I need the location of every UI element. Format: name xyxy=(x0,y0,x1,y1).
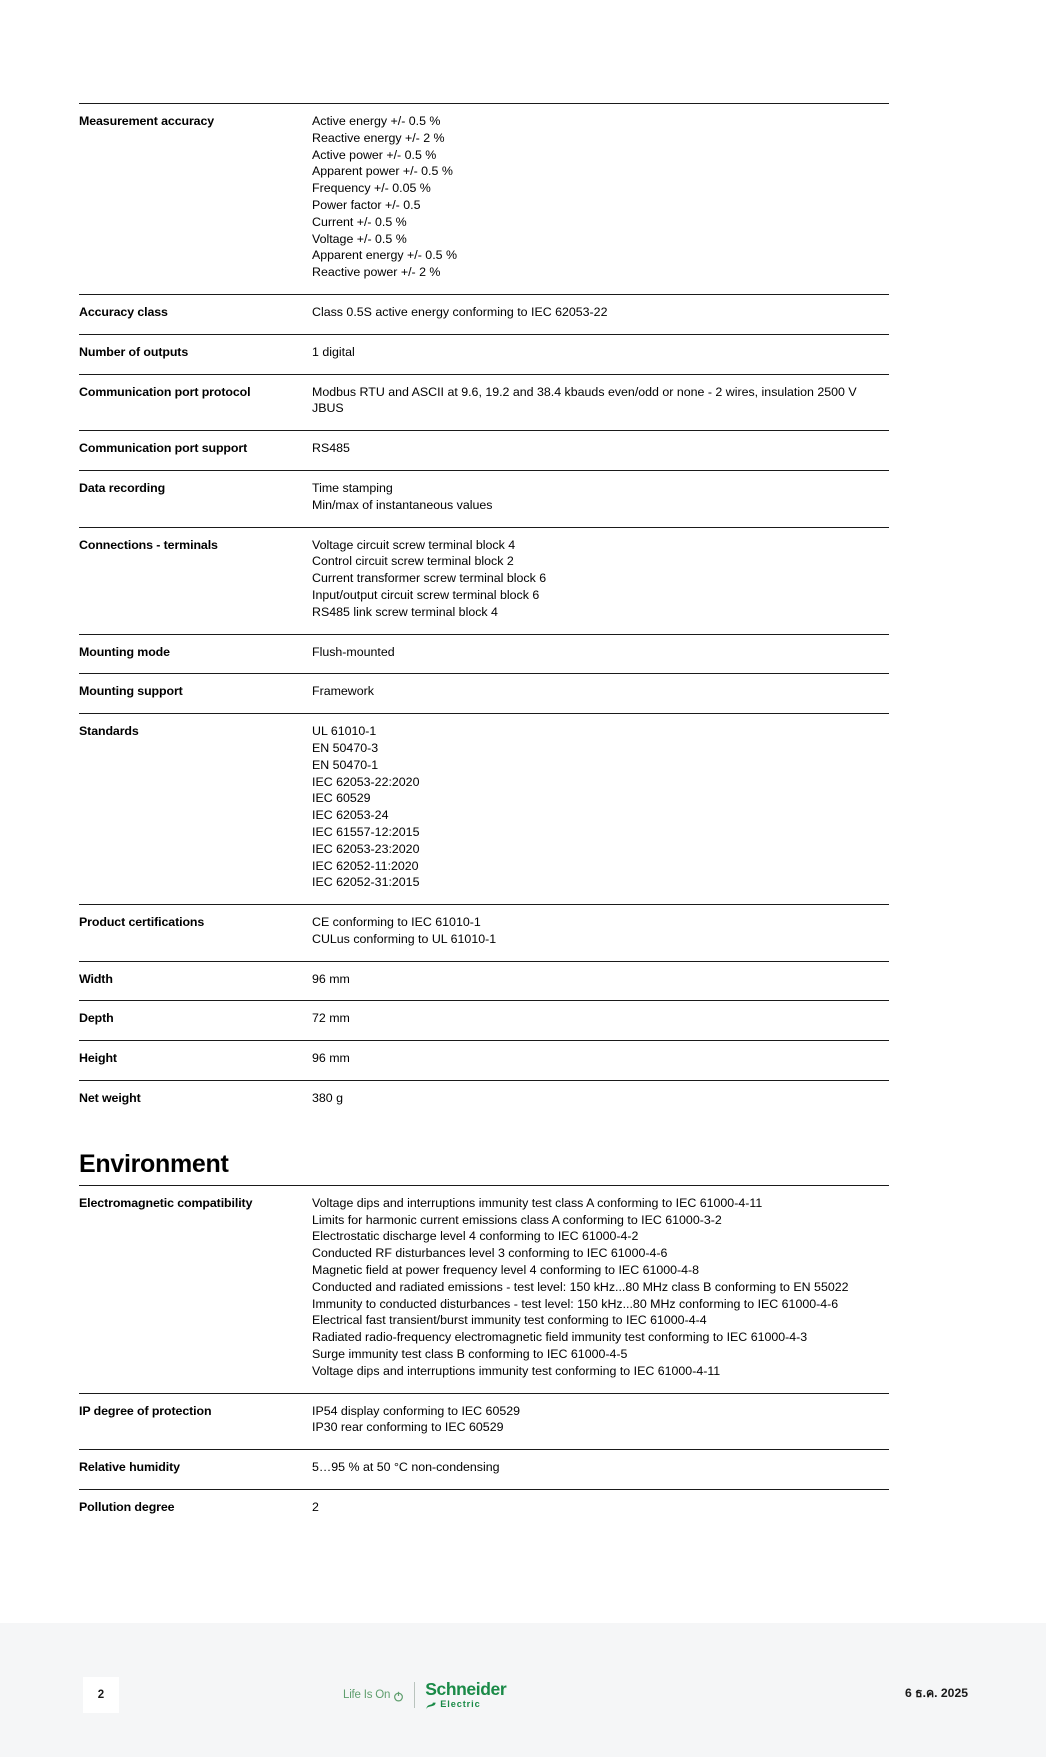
spec-value: Voltage dips and interruptions immunity test class A conforming to IEC 61000-4-11 xyxy=(312,1195,763,1210)
brand-divider xyxy=(414,1682,415,1708)
life-is-on-tagline xyxy=(343,1689,404,1701)
spec-row xyxy=(79,1185,889,1393)
spec-value-cell xyxy=(312,1001,889,1041)
spec-value: Voltage circuit screw terminal block 4 xyxy=(312,537,516,552)
spec-value: RS485 link screw terminal block 4 xyxy=(312,604,498,619)
spec-label-cell xyxy=(79,527,312,634)
spec-value: IEC 62053-23:2020 xyxy=(312,841,420,856)
spec-value: IEC 61557-12:2015 xyxy=(312,824,420,839)
spec-value: Apparent energy +/- 0.5 % xyxy=(312,248,457,263)
spec-label-cell xyxy=(79,1490,312,1529)
spec-value: Active energy +/- 0.5 % xyxy=(312,114,441,128)
spec-value: Reactive energy +/- 2 % xyxy=(312,130,445,145)
spec-label: Relative humidity xyxy=(79,1460,180,1475)
spec-value: 2 xyxy=(312,1500,319,1515)
spec-value-cell xyxy=(312,1393,889,1450)
spec-value: Conducted RF disturbances level 3 conforming to IEC 61000-4-6 xyxy=(312,1246,668,1261)
spec-value: EN 50470-1 xyxy=(312,757,379,772)
page-left-margin xyxy=(0,0,5,1623)
spec-value-cell xyxy=(312,431,889,471)
spec-value: Control circuit screw terminal block 2 xyxy=(312,554,514,569)
spec-label-cell xyxy=(79,961,312,1001)
spec-value: Class 0.5S active energy conforming to IEC 62053-22 xyxy=(312,304,608,319)
spec-value-cell xyxy=(312,674,889,714)
spec-label-cell xyxy=(79,104,312,295)
spec-value: IEC 62052-11:2020 xyxy=(312,858,419,873)
spec-row xyxy=(79,104,889,295)
spec-value-cell xyxy=(312,294,889,334)
spec-value-cell xyxy=(312,374,889,431)
spec-label-cell xyxy=(79,1393,312,1450)
life-is-on-text: Life Is On xyxy=(343,1689,391,1701)
section-heading: Environment xyxy=(79,1149,229,1178)
spec-value: Conducted and radiated emissions - test level: 150 kHz...80 MHz class B conforming to EN 55022 xyxy=(312,1279,849,1294)
schneider-electric-brand xyxy=(343,1679,506,1711)
spec-value: Surge immunity test class B conforming to IEC 61000-4-5 xyxy=(312,1347,628,1362)
spec-label-cell xyxy=(79,1081,312,1120)
spec-label: Net weight xyxy=(79,1091,141,1106)
spec-row xyxy=(79,374,889,431)
spec-label-cell xyxy=(79,470,312,527)
spec-label: Connections - terminals xyxy=(79,537,218,552)
spec-label: Width xyxy=(79,971,113,986)
spec-value: Current +/- 0.5 % xyxy=(312,214,407,229)
spec-value: Current transformer screw terminal block 6 xyxy=(312,571,547,586)
spec-value: CULus conforming to UL 61010-1 xyxy=(312,931,497,946)
spec-row xyxy=(79,334,889,374)
spec-value: IEC 60529 xyxy=(312,791,371,806)
spec-value: Immunity to conducted disturbances - test level: 150 kHz...80 MHz conforming to IEC 61000-4-6 xyxy=(312,1296,839,1311)
sections-container xyxy=(79,103,889,1529)
schneider-logo xyxy=(425,1678,507,1710)
spec-label-cell xyxy=(79,1041,312,1081)
spec-value: JBUS xyxy=(312,401,344,416)
spec-value: Apparent power +/- 0.5 % xyxy=(312,164,453,179)
spec-value: Voltage +/- 0.5 % xyxy=(312,231,407,246)
spec-label: Data recording xyxy=(79,480,166,495)
spec-row xyxy=(79,294,889,334)
spec-label: Pollution degree xyxy=(79,1500,175,1515)
spec-value-cell xyxy=(312,961,889,1001)
spec-label: Product certifications xyxy=(79,915,205,930)
spec-value: Active power +/- 0.5 % xyxy=(312,147,437,162)
spec-value: CE conforming to IEC 61010-1 xyxy=(312,915,481,930)
page-number-box xyxy=(83,1677,119,1713)
spec-label: Measurement accuracy xyxy=(79,114,215,128)
spec-label: Standards xyxy=(79,724,139,739)
spec-value-cell xyxy=(312,527,889,634)
spec-row xyxy=(79,470,889,527)
spec-row xyxy=(79,961,889,1001)
spec-row xyxy=(79,527,889,634)
spec-value-cell xyxy=(312,905,889,962)
spec-label: Electromagnetic compatibility xyxy=(79,1195,253,1210)
spec-value-cell xyxy=(312,1450,889,1490)
spec-value: Magnetic field at power frequency level 4 conforming to IEC 61000-4-8 xyxy=(312,1263,700,1278)
spec-value-cell xyxy=(312,1041,889,1081)
spec-value-cell xyxy=(312,104,889,295)
spec-label-cell xyxy=(79,334,312,374)
spec-value: Framework xyxy=(312,684,374,699)
spec-value: UL 61010-1 xyxy=(312,724,377,739)
spec-row xyxy=(79,1081,889,1120)
spec-value: Frequency +/- 0.05 % xyxy=(312,181,431,196)
spec-label-cell xyxy=(79,1001,312,1041)
spec-label: Depth xyxy=(79,1011,114,1026)
page-content xyxy=(79,0,889,1529)
spec-value: IP30 rear conforming to IEC 60529 xyxy=(312,1420,504,1435)
spec-row xyxy=(79,905,889,962)
spec-value: Electrical fast transient/burst immunity test conforming to IEC 61000-4-4 xyxy=(312,1313,707,1328)
spec-value: IP54 display conforming to IEC 60529 xyxy=(312,1403,521,1418)
spec-value: Input/output circuit screw terminal block 6 xyxy=(312,587,540,602)
spec-value-cell xyxy=(312,714,889,905)
spec-row xyxy=(79,1001,889,1041)
spec-row xyxy=(79,1490,889,1529)
spec-value-cell xyxy=(312,470,889,527)
schneider-swirl-icon xyxy=(425,1699,437,1709)
spec-label: Number of outputs xyxy=(79,344,189,359)
power-symbol-icon xyxy=(393,1691,404,1702)
spec-row xyxy=(79,634,889,674)
schneider-wordmark: Schneider xyxy=(425,1678,507,1699)
schneider-electric-text: Electric xyxy=(440,1698,481,1709)
spec-value: Power factor +/- 0.5 xyxy=(312,197,421,212)
footer-date: 6 ธ.ค. 2025 xyxy=(904,1686,968,1700)
section-characteristics-continued xyxy=(79,103,889,1120)
spec-value: Modbus RTU and ASCII at 9.6, 19.2 and 38.4 kbauds even/odd or none - 2 wires, insulation 2500 V xyxy=(312,384,857,399)
spec-value: 1 digital xyxy=(312,344,355,359)
spec-value: Limits for harmonic current emissions class A conforming to IEC 61000-3-2 xyxy=(312,1212,722,1227)
spec-value: Time stamping xyxy=(312,480,393,495)
spec-value: Radiated radio-frequency electromagnetic field immunity test conforming to IEC 61000-4-3 xyxy=(312,1330,808,1345)
spec-label: Communication port protocol xyxy=(79,384,251,399)
spec-table xyxy=(79,1185,889,1529)
spec-label: Mounting support xyxy=(79,684,183,699)
spec-label: IP degree of protection xyxy=(79,1403,212,1418)
spec-value: RS485 xyxy=(312,441,350,456)
spec-row xyxy=(79,714,889,905)
spec-value-cell xyxy=(312,1081,889,1120)
spec-label-cell xyxy=(79,905,312,962)
spec-label-cell xyxy=(79,294,312,334)
spec-value: Electrostatic discharge level 4 conforming to IEC 61000-4-2 xyxy=(312,1229,639,1244)
spec-label: Height xyxy=(79,1051,117,1066)
spec-value: 72 mm xyxy=(312,1011,350,1026)
spec-value: 5…95 % at 50 °C non-condensing xyxy=(312,1460,500,1475)
spec-label: Communication port support xyxy=(79,441,248,456)
spec-value-cell xyxy=(312,634,889,674)
spec-label: Accuracy class xyxy=(79,304,168,319)
spec-value: IEC 62052-31:2015 xyxy=(312,875,420,890)
spec-label-cell xyxy=(79,674,312,714)
spec-row xyxy=(79,1393,889,1450)
spec-row xyxy=(79,1450,889,1490)
spec-value: IEC 62053-22:2020 xyxy=(312,774,420,789)
spec-value-cell xyxy=(312,334,889,374)
spec-value: Reactive power +/- 2 % xyxy=(312,265,441,280)
spec-value: 96 mm xyxy=(312,1051,350,1066)
spec-value: Flush-mounted xyxy=(312,644,395,659)
schneider-sub-row xyxy=(425,1699,506,1709)
spec-row xyxy=(79,431,889,471)
spec-row xyxy=(79,674,889,714)
spec-value: 96 mm xyxy=(312,971,350,986)
spec-table xyxy=(79,103,889,1120)
spec-value: Min/max of instantaneous values xyxy=(312,497,493,512)
spec-value: EN 50470-3 xyxy=(312,740,379,755)
page-number: 2 xyxy=(97,1689,105,1701)
spec-label: Mounting mode xyxy=(79,644,170,659)
spec-label-cell xyxy=(79,1450,312,1490)
section-environment xyxy=(79,1150,889,1529)
spec-value: Voltage dips and interruptions immunity test conforming to IEC 61000-4-11 xyxy=(312,1363,721,1378)
spec-value-cell xyxy=(312,1185,889,1393)
spec-label-cell xyxy=(79,634,312,674)
spec-value-cell xyxy=(312,1490,889,1529)
spec-row xyxy=(79,1041,889,1081)
spec-value: IEC 62053-24 xyxy=(312,808,389,823)
spec-value: 380 g xyxy=(312,1091,344,1106)
spec-label-cell xyxy=(79,431,312,471)
spec-label-cell xyxy=(79,714,312,905)
spec-label-cell xyxy=(79,374,312,431)
spec-label-cell xyxy=(79,1185,312,1393)
page-footer xyxy=(0,1677,1046,1717)
